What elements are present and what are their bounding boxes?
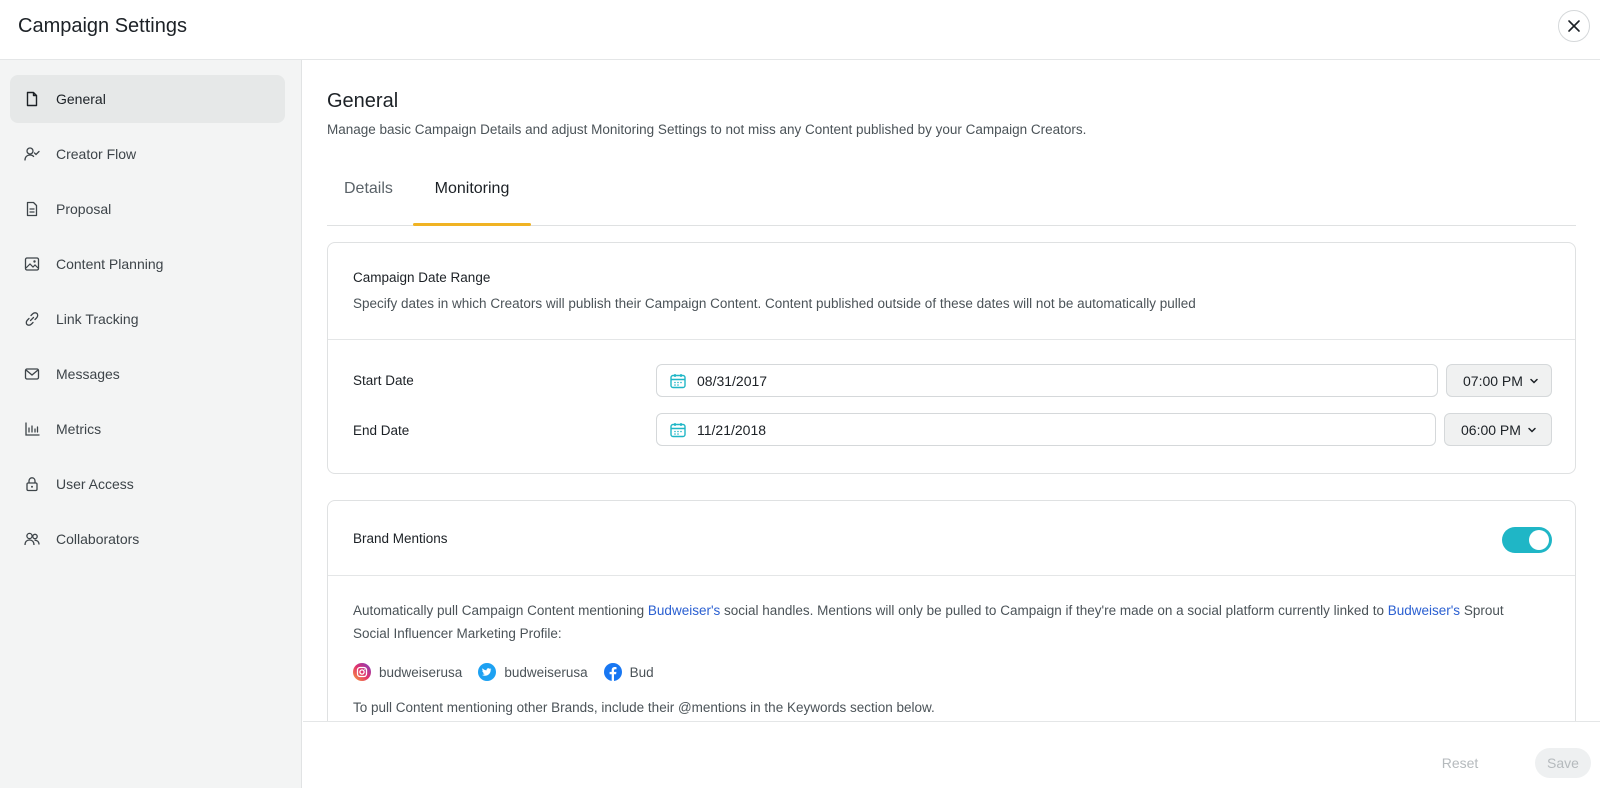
tab-monitoring[interactable]: Monitoring xyxy=(434,180,510,197)
envelope-icon xyxy=(23,365,41,383)
divider xyxy=(328,575,1575,576)
handle-name: Bud xyxy=(629,664,654,680)
sidebar-item-label: User Access xyxy=(56,476,134,492)
sidebar-item-content-planning[interactable] xyxy=(10,240,285,288)
close-button[interactable] xyxy=(1558,10,1590,42)
brand-mentions-card xyxy=(327,500,1576,721)
instagram-handle xyxy=(353,663,462,681)
description-text: Automatically pull Campaign Content mentioning xyxy=(353,603,648,618)
chevron-down-icon xyxy=(1527,425,1537,435)
brand-mentions-title: Brand Mentions xyxy=(353,531,448,546)
start-time-value: 07:00 PM xyxy=(1463,372,1523,389)
sidebar-item-general[interactable] xyxy=(10,75,285,123)
brand-mentions-description xyxy=(353,599,1533,645)
description-text: social handles. Mentions will only be pulled to Campaign if they're made on a social platform currently linked to xyxy=(720,603,1388,618)
settings-sidebar xyxy=(0,60,302,788)
sidebar-item-label: Proposal xyxy=(56,201,112,217)
sidebar-item-creator-flow[interactable] xyxy=(10,130,285,178)
document-lines-icon xyxy=(23,200,41,218)
end-date-input[interactable] xyxy=(656,413,1436,446)
sidebar-item-metrics[interactable] xyxy=(10,405,285,453)
handle-name: budweiserusa xyxy=(504,664,588,680)
start-time-select[interactable] xyxy=(1446,364,1552,397)
modal-header xyxy=(0,0,1600,60)
sidebar-item-label: Collaborators xyxy=(56,531,140,547)
other-brands-note: To pull Content mentioning other Brands, include their @mentions in the Keywords section below. xyxy=(353,700,935,715)
image-icon xyxy=(23,255,41,273)
handle-name: budweiserusa xyxy=(379,664,463,680)
date-range-card xyxy=(327,242,1576,474)
reset-button[interactable]: Reset xyxy=(1441,755,1479,771)
instagram-icon xyxy=(353,663,371,681)
save-button[interactable]: Save xyxy=(1535,748,1591,778)
footer-actions xyxy=(303,721,1600,788)
sidebar-item-label: Content Planning xyxy=(56,256,164,272)
start-date-label: Start Date xyxy=(353,373,414,388)
user-check-icon xyxy=(23,145,41,163)
sidebar-item-label: Link Tracking xyxy=(56,311,139,327)
sidebar-item-label: Creator Flow xyxy=(56,146,137,162)
brand-mentions-toggle[interactable] xyxy=(1502,527,1552,553)
end-time-select[interactable] xyxy=(1444,413,1552,446)
description-text: Sprout Social Influencer Marketing Profile: xyxy=(353,603,1504,641)
brand-link[interactable]: Budweiser's xyxy=(647,603,721,618)
toggle-knob xyxy=(1529,530,1549,550)
users-icon xyxy=(23,530,41,548)
facebook-handle xyxy=(604,663,654,681)
sidebar-item-collaborators[interactable] xyxy=(10,515,285,563)
divider xyxy=(328,339,1575,340)
settings-tabs xyxy=(327,164,1576,226)
calendar-icon xyxy=(669,372,687,390)
lock-icon xyxy=(23,475,41,493)
social-handles xyxy=(353,661,670,683)
twitter-handle xyxy=(478,663,587,681)
chevron-down-icon xyxy=(1529,376,1539,386)
twitter-icon xyxy=(478,663,496,681)
sidebar-item-messages[interactable] xyxy=(10,350,285,398)
sidebar-item-user-access[interactable] xyxy=(10,460,285,508)
tab-details[interactable]: Details xyxy=(344,180,393,197)
close-icon xyxy=(1567,19,1581,33)
date-range-title: Campaign Date Range xyxy=(353,270,491,285)
calendar-icon xyxy=(669,421,687,439)
bar-chart-icon xyxy=(23,420,41,438)
start-date-input[interactable] xyxy=(656,364,1438,397)
page-title: General xyxy=(327,90,399,112)
main-content xyxy=(303,60,1600,721)
end-date-value: 11/21/2018 xyxy=(697,422,767,438)
sidebar-item-link-tracking[interactable] xyxy=(10,295,285,343)
end-time-value: 06:00 PM xyxy=(1461,421,1521,438)
active-tab-indicator xyxy=(413,223,531,226)
sidebar-item-proposal[interactable] xyxy=(10,185,285,233)
page-description: Manage basic Campaign Details and adjust Monitoring Settings to not miss any Content published by your Campaign Creators. xyxy=(327,122,1087,137)
start-date-value: 08/31/2017 xyxy=(697,373,768,389)
brand-link[interactable]: Budweiser's xyxy=(1387,603,1461,618)
modal-title: Campaign Settings xyxy=(18,15,187,37)
sidebar-item-label: Messages xyxy=(56,366,120,382)
date-range-description: Specify dates in which Creators will publish their Campaign Content. Content published outside of these dates will not be automatically pulled xyxy=(353,296,1196,311)
sidebar-item-label: General xyxy=(56,91,106,107)
sidebar-item-label: Metrics xyxy=(56,421,102,437)
end-date-label: End Date xyxy=(353,423,410,438)
link-icon xyxy=(23,310,41,328)
facebook-icon xyxy=(604,663,622,681)
document-icon xyxy=(23,90,41,108)
